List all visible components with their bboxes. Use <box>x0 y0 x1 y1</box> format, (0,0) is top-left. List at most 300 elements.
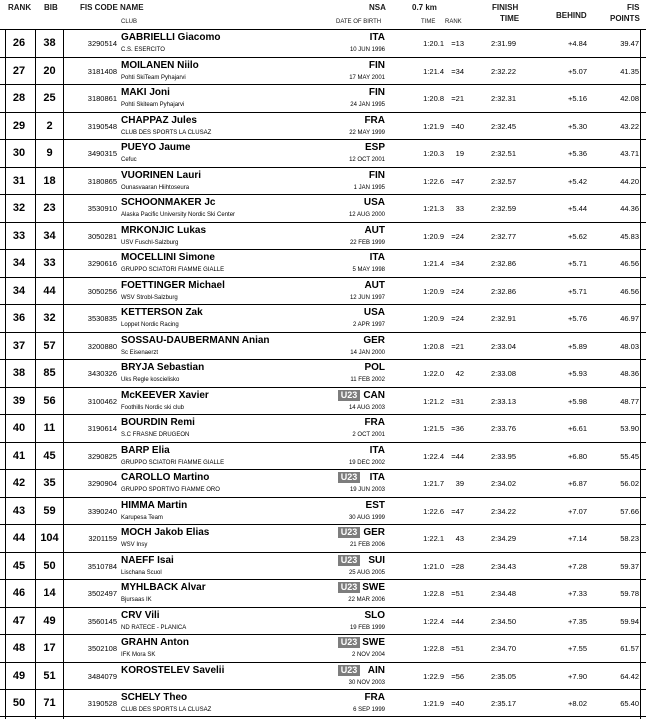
fis-code-cell: 3181408 <box>87 66 117 76</box>
time-behind: +7.28 <box>568 561 587 571</box>
fis-points: 59.94 <box>620 616 639 626</box>
nation-code: GER <box>363 527 385 538</box>
split-time: 1:22.0 <box>423 369 444 378</box>
club-name: GRUPPO SCIATORI FIAMME GIALLE <box>121 267 225 273</box>
fis-code-cell: 3050281 <box>87 231 117 241</box>
split-rank: 43 <box>455 534 464 543</box>
date-of-birth: 11 FEB 2002 <box>350 377 385 383</box>
bib-cell: 59 <box>43 504 56 517</box>
nation-code: SLO <box>364 609 385 621</box>
athlete-name: PUEYO Jaume <box>121 142 191 153</box>
club-name: ND RATECE - PLANICA <box>121 624 187 631</box>
fis-code-cell: 3290904 <box>87 479 117 488</box>
time-behind: +6.87 <box>568 479 587 488</box>
fis-points: 58.23 <box>620 534 639 543</box>
fis-points: 57.66 <box>620 506 639 516</box>
finish-time: 2:34.48 <box>490 589 516 598</box>
bib-cell: 11 <box>43 422 56 434</box>
athlete-name: BRYJA Sebastian <box>121 362 205 373</box>
table-row <box>0 359 646 387</box>
header-nsa: NSA <box>369 3 386 12</box>
results-table <box>0 29 646 717</box>
nation-code: GER <box>363 334 385 346</box>
split-rank: =34 <box>451 66 464 76</box>
finish-time: 2:32.51 <box>490 149 516 158</box>
u23-badge: U23 <box>338 527 360 538</box>
rank-cell: 44 <box>12 532 26 544</box>
rank-cell: 26 <box>12 37 26 49</box>
fis-code-cell: 3530910 <box>87 204 117 213</box>
athlete-name: KOROSTELEV Savelii <box>121 664 225 676</box>
u23-badge: U23 <box>338 665 360 676</box>
fis-code-cell: 3200880 <box>87 341 117 351</box>
time-behind: +5.71 <box>568 259 587 268</box>
finish-time: 2:34.02 <box>490 479 516 488</box>
table-header <box>0 0 646 29</box>
athlete-name: KETTERSON Zak <box>121 307 203 318</box>
rank-cell: 34 <box>12 257 26 269</box>
fis-points: 48.36 <box>620 369 639 378</box>
date-of-birth: 19 JUN 2003 <box>349 487 385 493</box>
split-rank: 42 <box>455 369 464 378</box>
athlete-name: MAKI Joni <box>121 87 170 98</box>
time-behind: +5.36 <box>568 149 587 158</box>
table-row <box>0 497 646 525</box>
split-time: 1:22.1 <box>423 534 444 543</box>
split-rank: =36 <box>451 424 464 433</box>
split-rank: =31 <box>451 396 464 406</box>
split-time: 1:20.9 <box>423 286 444 296</box>
club-name: Bjursaas IK <box>121 597 152 603</box>
date-of-birth: 22 FEB 1999 <box>349 239 385 246</box>
time-behind: +7.55 <box>568 644 587 653</box>
club-name: Ounasvaaran Hiihtoseura <box>121 184 190 191</box>
split-rank: =44 <box>451 451 464 461</box>
athlete-name: MRKONJIC Lukas <box>121 224 207 236</box>
bib-cell: 2 <box>46 119 53 132</box>
finish-time: 2:34.22 <box>490 506 516 516</box>
header-split-rank: RANK <box>445 19 462 25</box>
time-behind: +5.62 <box>568 231 587 241</box>
split-time: 1:22.4 <box>423 616 444 626</box>
date-of-birth: 24 JAN 1995 <box>350 102 385 108</box>
fis-points: 43.71 <box>620 149 639 158</box>
table-row <box>0 112 646 140</box>
split-rank: =13 <box>451 39 464 48</box>
club-name: Karupesa Team <box>121 514 163 521</box>
bib-cell: 23 <box>43 202 56 214</box>
split-time: 1:21.4 <box>423 259 444 268</box>
bib-cell: 17 <box>43 642 56 654</box>
split-rank: =24 <box>451 286 464 296</box>
rank-cell: 48 <box>12 642 26 654</box>
rank-cell: 28 <box>12 92 26 104</box>
date-of-birth: 19 FEB 1999 <box>349 624 385 631</box>
rank-cell: 50 <box>12 697 26 709</box>
finish-time: 2:34.70 <box>490 644 516 653</box>
club-name: USV Fuschl-Salzburg <box>121 239 179 246</box>
rank-cell: 49 <box>12 669 26 682</box>
bib-cell: 14 <box>43 587 56 599</box>
club-name: Sc Eisenaerzt <box>121 349 159 356</box>
split-rank: =21 <box>451 94 464 103</box>
finish-time: 2:33.76 <box>490 424 516 433</box>
fis-code-cell: 3502108 <box>87 644 117 653</box>
bib-cell: 50 <box>43 559 56 572</box>
header-finish: FINISH <box>492 3 519 12</box>
split-rank: =21 <box>451 341 464 351</box>
split-rank: 33 <box>455 204 464 213</box>
athlete-name: SCHOONMAKER Jc <box>121 197 216 208</box>
time-behind: +5.30 <box>568 121 587 131</box>
fis-code-cell: 3290616 <box>87 259 117 268</box>
rank-cell: 31 <box>12 174 26 187</box>
rank-cell: 34 <box>12 284 26 297</box>
bib-cell: 85 <box>43 367 56 379</box>
time-behind: +6.80 <box>568 451 587 461</box>
table-row <box>0 139 646 167</box>
athlete-name: MOCELLINI Simone <box>121 252 215 263</box>
bib-cell: 45 <box>43 449 56 462</box>
nation-code: CAN <box>363 389 385 401</box>
fis-code-cell: 3190614 <box>87 424 117 433</box>
club-name: C.S. ESERCITO <box>121 47 165 53</box>
table-row <box>0 304 646 332</box>
table-row <box>0 414 646 442</box>
split-rank: =56 <box>451 671 464 681</box>
fis-code-cell: 3510784 <box>87 561 117 571</box>
fis-code-cell: 3390240 <box>87 506 117 516</box>
bib-cell: 18 <box>43 174 56 187</box>
club-name: WSV Insy <box>121 542 148 548</box>
nation-code: ITA <box>369 444 385 456</box>
date-of-birth: 14 AUG 2003 <box>348 404 385 411</box>
table-border <box>640 29 641 719</box>
date-of-birth: 12 AUG 2000 <box>348 212 385 218</box>
athlete-name: VUORINEN Lauri <box>121 169 202 181</box>
header-club: CLUB <box>121 19 138 25</box>
time-behind: +5.76 <box>568 314 587 323</box>
date-of-birth: 14 JAN 2000 <box>350 349 385 356</box>
date-of-birth: 1 JAN 1995 <box>353 184 385 191</box>
athlete-name: GABRIELLI Giacomo <box>121 32 221 43</box>
time-behind: +8.02 <box>568 699 587 708</box>
time-behind: +7.33 <box>568 589 587 598</box>
u23-badge: U23 <box>338 582 360 593</box>
bib-cell: 71 <box>43 697 56 709</box>
club-name: IFK Mora SK <box>121 652 156 658</box>
time-behind: +5.93 <box>568 369 587 378</box>
split-time: 1:22.8 <box>423 589 444 598</box>
fis-points: 59.78 <box>620 589 639 598</box>
athlete-name: SOSSAU-DAUBERMANN Anian <box>121 334 270 346</box>
header-points: POINTS <box>610 14 640 23</box>
time-behind: +7.14 <box>568 534 587 543</box>
rank-cell: 36 <box>12 312 26 324</box>
rank-cell: 45 <box>12 559 26 572</box>
split-time: 1:21.5 <box>423 424 444 433</box>
finish-time: 2:31.99 <box>490 39 516 48</box>
u23-badge: U23 <box>338 472 360 483</box>
split-rank: 19 <box>455 149 464 158</box>
nation-code: SWE <box>362 637 385 648</box>
finish-time: 2:33.04 <box>490 341 516 351</box>
time-behind: +5.98 <box>568 396 587 406</box>
club-name: Pohti SkiTeam Pyhajarvi <box>121 74 186 81</box>
athlete-name: BOURDIN Remi <box>121 417 195 428</box>
date-of-birth: 19 DEC 2002 <box>348 459 385 466</box>
nation-code: POL <box>364 362 385 373</box>
split-time: 1:22.8 <box>423 644 444 653</box>
nation-code: FRA <box>364 417 385 428</box>
table-row <box>0 222 646 250</box>
rank-cell: 41 <box>12 449 26 462</box>
split-rank: =28 <box>451 561 464 571</box>
split-time: 1:22.9 <box>423 671 444 681</box>
bib-cell: 56 <box>43 394 56 407</box>
bib-cell: 32 <box>43 312 56 324</box>
fis-points: 59.37 <box>620 561 639 571</box>
table-row <box>0 662 646 690</box>
column-divider <box>63 29 64 719</box>
fis-points: 53.90 <box>620 424 639 433</box>
athlete-name: MOCH Jakob Elias <box>121 527 210 538</box>
fis-points: 61.57 <box>620 644 639 653</box>
split-time: 1:22.6 <box>423 176 444 186</box>
club-name: Pohti Skiteam Pyhajarvi <box>121 102 185 108</box>
time-behind: +6.61 <box>568 424 587 433</box>
split-time: 1:21.3 <box>423 204 444 213</box>
table-row <box>0 194 646 222</box>
bib-cell: 104 <box>40 532 59 544</box>
athlete-name: MYHLBACK Alvar <box>121 582 206 593</box>
club-name: Lischana Scuol <box>121 569 162 576</box>
finish-time: 2:32.57 <box>490 176 516 186</box>
rank-cell: 46 <box>12 587 26 599</box>
split-time: 1:20.9 <box>423 231 444 241</box>
split-time: 1:20.9 <box>423 314 444 323</box>
rank-cell: 29 <box>12 119 26 132</box>
fis-points: 64.42 <box>620 671 639 681</box>
nation-code: SUI <box>368 554 385 566</box>
split-rank: =51 <box>451 644 464 653</box>
bib-cell: 34 <box>43 229 56 242</box>
u23-badge: U23 <box>338 390 360 401</box>
nation-code: ITA <box>369 472 385 483</box>
fis-points: 46.56 <box>620 286 639 296</box>
fis-code-cell: 3050256 <box>87 286 117 296</box>
fis-points: 46.56 <box>620 259 639 268</box>
fis-code-cell: 3530835 <box>87 314 117 323</box>
finish-time: 2:33.08 <box>490 369 516 378</box>
athlete-name: CAROLLO Martino <box>121 472 210 483</box>
date-of-birth: 6 SEP 1999 <box>353 707 385 713</box>
time-behind: +5.71 <box>568 286 587 296</box>
athlete-name: GRAHN Anton <box>121 637 189 648</box>
fis-points: 39.47 <box>620 39 639 48</box>
rank-cell: 42 <box>12 477 26 489</box>
date-of-birth: 2 NOV 2004 <box>351 652 385 658</box>
table-row <box>0 524 646 552</box>
nation-code: ITA <box>369 252 385 263</box>
fis-code-cell: 3560145 <box>87 616 117 626</box>
finish-time: 2:32.86 <box>490 286 516 296</box>
finish-time: 2:32.31 <box>490 94 516 103</box>
athlete-name: NAEFF Isai <box>121 554 174 566</box>
nation-code: FIN <box>368 169 385 181</box>
finish-time: 2:34.29 <box>490 534 516 543</box>
split-rank: =34 <box>451 259 464 268</box>
finish-time: 2:34.50 <box>490 616 516 626</box>
club-name: Cefuc <box>121 157 137 163</box>
finish-time: 2:32.22 <box>490 66 516 76</box>
header-fis: FIS <box>627 3 640 12</box>
finish-time: 2:32.59 <box>490 204 516 213</box>
rank-cell: 32 <box>12 202 26 214</box>
header-split-distance: 0.7 km <box>412 3 437 12</box>
table-row <box>0 332 646 360</box>
club-name: Alaska Pacific University Nordic Ski Center <box>121 212 236 218</box>
nation-code: ESP <box>364 142 385 153</box>
nation-code: FIN <box>368 59 385 71</box>
nation-code: AUT <box>364 224 385 236</box>
split-time: 1:21.0 <box>423 561 444 571</box>
fis-code-cell: 3201159 <box>88 534 117 543</box>
nation-code: EST <box>365 499 385 511</box>
date-of-birth: 21 FEB 2006 <box>349 542 385 548</box>
club-name: Foothills Nordic ski club <box>121 404 185 411</box>
club-name: CLUB DES SPORTS LA CLUSAZ <box>121 707 212 713</box>
athlete-name: CRV Vili <box>121 609 160 621</box>
header-bib: BIB <box>44 3 58 12</box>
athlete-name: McKEEVER Xavier <box>121 389 209 401</box>
date-of-birth: 22 MAR 2006 <box>348 597 385 603</box>
split-time: 1:21.9 <box>423 121 444 131</box>
fis-points: 45.83 <box>620 231 639 241</box>
time-behind: +4.84 <box>568 39 587 48</box>
bib-cell: 51 <box>43 669 56 682</box>
table-row <box>0 57 646 85</box>
u23-badge: U23 <box>338 555 360 566</box>
table-row <box>0 387 646 415</box>
date-of-birth: 5 MAY 1998 <box>352 267 385 273</box>
table-border <box>5 29 6 719</box>
rank-cell: 40 <box>12 422 26 434</box>
header-split-time: TIME <box>421 19 436 25</box>
rank-cell: 33 <box>12 229 26 242</box>
fis-points: 41.35 <box>620 66 639 76</box>
fis-code-cell: 3290825 <box>87 451 117 461</box>
time-behind: +7.07 <box>568 506 587 516</box>
athlete-name: MOILANEN Niilo <box>121 59 199 71</box>
bib-cell: 9 <box>46 147 53 159</box>
club-name: Uks Regle koscielisko <box>121 377 180 383</box>
date-of-birth: 10 JUN 1996 <box>349 47 385 53</box>
bib-cell: 57 <box>43 339 56 352</box>
split-rank: =47 <box>451 506 464 516</box>
split-time: 1:20.3 <box>423 149 444 158</box>
fis-code-cell: 3484079 <box>87 671 117 681</box>
fis-code-cell: 3180861 <box>87 94 117 103</box>
date-of-birth: 12 OCT 2001 <box>349 157 385 163</box>
nation-code: USA <box>363 307 385 318</box>
split-time: 1:22.4 <box>423 451 444 461</box>
rank-cell: 39 <box>12 394 26 407</box>
fis-points: 44.36 <box>620 204 639 213</box>
fis-code-cell: 3502497 <box>87 589 117 598</box>
time-behind: +7.90 <box>568 671 587 681</box>
fis-points: 65.40 <box>620 699 639 708</box>
finish-time: 2:35.05 <box>490 671 516 681</box>
time-behind: +7.35 <box>568 616 587 626</box>
u23-badge: U23 <box>338 637 360 648</box>
fis-points: 42.08 <box>620 94 639 103</box>
split-time: 1:21.4 <box>423 66 444 76</box>
split-time: 1:20.8 <box>423 94 444 103</box>
table-row <box>0 469 646 497</box>
nation-code: USA <box>363 197 385 208</box>
header-behind: BEHIND <box>556 11 587 20</box>
club-name: GRUPPO SCIATORI FIAMME GIALLE <box>121 459 225 466</box>
time-behind: +5.44 <box>568 204 587 213</box>
nation-code: AIN <box>367 664 385 676</box>
bib-cell: 33 <box>43 257 56 269</box>
athlete-name: FOETTINGER Michael <box>121 279 225 291</box>
date-of-birth: 30 NOV 2003 <box>348 679 385 686</box>
nation-code: FIN <box>368 87 385 98</box>
rank-cell: 27 <box>12 64 26 77</box>
table-row <box>0 579 646 607</box>
fis-points: 48.77 <box>620 396 639 406</box>
table-row <box>0 634 646 662</box>
fis-points: 48.03 <box>620 341 639 351</box>
club-name: GRUPPO SPORTIVO FIAMME ORO <box>121 487 220 493</box>
finish-time: 2:33.13 <box>490 396 516 406</box>
finish-time: 2:32.91 <box>490 314 516 323</box>
table-row <box>0 442 646 470</box>
finish-time: 2:32.77 <box>490 231 516 241</box>
split-rank: =40 <box>451 121 464 131</box>
time-behind: +5.16 <box>568 94 587 103</box>
fis-points: 43.22 <box>620 121 639 131</box>
bib-cell: 35 <box>43 477 56 489</box>
club-name: S.C FRASNE DRUGEON <box>121 432 190 438</box>
date-of-birth: 12 JUN 1997 <box>349 294 385 301</box>
fis-code-cell: 3430326 <box>87 369 117 378</box>
bib-cell: 44 <box>43 284 56 297</box>
fis-code-cell: 3290514 <box>87 39 117 48</box>
split-rank: =40 <box>451 699 464 708</box>
date-of-birth: 22 MAY 1999 <box>349 129 385 136</box>
table-row <box>0 167 646 195</box>
rank-cell: 43 <box>12 504 26 517</box>
bib-cell: 49 <box>43 614 56 627</box>
nation-code: AUT <box>364 279 385 291</box>
header-finish-time: TIME <box>500 14 520 23</box>
finish-time: 2:35.17 <box>490 699 516 708</box>
table-row <box>0 607 646 635</box>
nation-code: SWE <box>362 582 385 593</box>
fis-code-cell: 3100462 <box>87 396 117 406</box>
fis-points: 56.02 <box>620 479 639 488</box>
bib-cell: 20 <box>43 64 56 77</box>
date-of-birth: 17 MAY 2001 <box>349 74 385 81</box>
fis-code-cell: 3180865 <box>87 176 117 186</box>
rank-cell: 47 <box>12 614 26 627</box>
rank-cell: 30 <box>12 147 26 159</box>
split-time: 1:21.9 <box>423 699 444 708</box>
rank-cell: 37 <box>12 339 26 352</box>
